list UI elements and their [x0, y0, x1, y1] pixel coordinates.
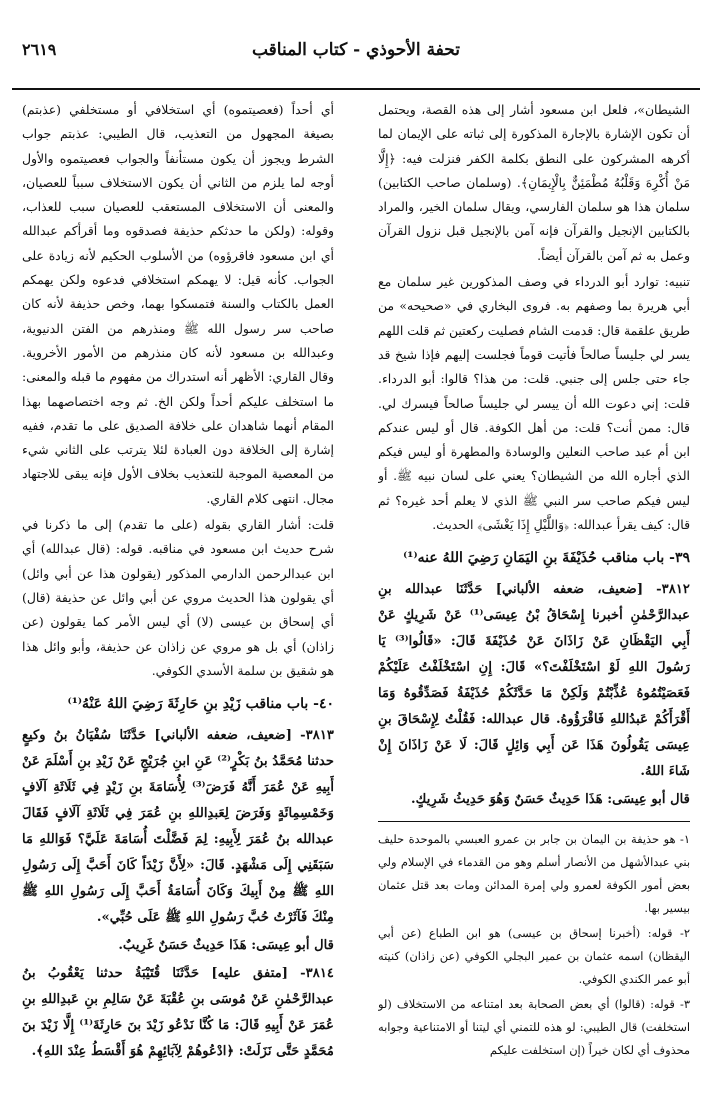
chapter-39-heading: ٣٩- باب مناقب حُذَيْفَةَ بنِ اليَمَانِ رَضِيَ اللهُ عنه⁽¹⁾ [403, 550, 690, 567]
chapter-40-heading: ٤٠- باب مناقب زَيْدِ بنِ حَارِثَةَ رَضِيَ اللهُ عَنْهُ⁽¹⁾ [67, 696, 334, 713]
footnote: ٣- قوله: (قالوا) أي بعض الصحابة بعد امتناعه من الاستخلاف (لو استخلفت) قال الطيبي: لو هذه للتمني أي ليتنا أو الامتناعية وجوابه محذوف أي لكان خيراً (إن استخلفت عليكم [378, 997, 690, 1058]
commentary-paragraph: تنبيه: توارد أبو الدرداء في وصف المذكورين غير سلمان مع أبي هريرة بما وصفهم به. فروى البخاري في «صحيحه» من طريق علقمة قال: قدمت الشام فصليت ركعتين ثم قلت اللهم يسر لي جليساً صالحاً فأتيت قوماً فجلست إليهم فإذا شيخ قد جاء حتى جلس إلى جنبي. قلت: من هذا؟ قالوا: أبو الدرداء. قلت: إني دعوت الله أن ييسر لي جليساً صالحاً فيسرك لي. قال: ممن أنت؟ قلت: من أهل الكوفة. قال أو ليس عندكم ابن أم عبد صاحب النعلين والوسادة والمطهرة أو ليس فيكم الذي أجاره الله من الشيطان؟ يعني على لسان نبيه ﷺ. أو ليس فيكم صاحب سر النبي ﷺ الذي لا يعلم أحد غيره؟ ثم قال: كيف يقرأ عبدالله: ﴿وَاللَّيْلِ إِذَا يَغْشَى﴾ الحديث. [378, 274, 690, 533]
hadith-3812: ٣٨١٢- [ضعيف، ضعفه الألباني] حَدَّثَنَا عبدالله بنِ عبدالرَّحْمٰنِ أخبرنا إِسْحَاقُ بْنُ عِيسَى⁽¹⁾ عَنْ شَرِيكٍ عَنْ أَبِي اليَقْظَانِ عَنْ زَاذَانَ عَنْ حُذَيْفَةَ قَالَ: «قَالُوا⁽³⁾ يَا رَسُولَ اللهِ لَوْ اسْتَخْلَفْتَ؟» قَالَ: إِنِ اسْتَخْلَفْتُ عَلَيْكُمْ فَعَصَيْتُمُوهُ عُذِّبْتُمْ وَلَكِنْ مَا حَدَّثَكُمْ حُذَيْفَةُ فَصَدِّقُوهُ وَمَا أَقْرَأَكُمْ عَبدُاللهِ فَاقْرَؤُوهُ. قال عبدالله: فَقُلْتُ لِإِسْحَاقَ بنِ عِيسَى يَقُولُونَ هَذَا عَن أَبِي وَائِلٍ قَالَ: لَا عَنْ زَاذَانَ إِنْ شَاءَ اللهُ. [378, 582, 690, 780]
running-title: تحفة الأحوذي - كتاب المناقب [251, 40, 460, 60]
left-column [22, 98, 334, 1088]
text-columns [22, 98, 690, 1107]
hadith-3813: ٣٨١٣- [ضعيف، ضعفه الألباني] حَدَّثَنَا سُفْيَانُ بنُ وكيعٍ حدثنا مُحَمَّدُ بنُ بَكْرٍ⁽²⁾ عَنِ ابنِ جُرَيْجٍ عَنْ زَيْدِ بنِ أَسْلَمَ عَنْ أَبِيهِ عَنْ عُمَرَ أَنَّهُ فَرَضَ⁽³⁾ لِأُسَامَةَ بنِ زَيْدٍ فِي ثَلَاثَةِ آلَافٍ وَخَمْسِمِائَةٍ وَفَرَضَ لِعَبدِاللهِ بنِ عُمَرَ فِي ثَلَاثَةِ آلَافٍ فَقَالَ عبدالله بنُ عُمَرَ لِأَبِيهِ: لِمَ فَضَّلْتَ أُسَامَةَ عَلَيَّ؟ فَوَاللهِ مَا سَبَقَنِي إِلَى مَشْهَدٍ. قَالَ: «لِأَنَّ زَيْدَاً كَانَ أَحَبَّ إِلَى رَسُولِ اللهِ ﷺ مِنْ أَبِيكَ وَكَانَ أُسَامَةُ أَحَبَّ إِلَى رَسُولِ اللهِ ﷺ مِنْكَ فَآثَرْتُ حُبَّ رَسُولِ اللهِ ﷺ عَلَى حُبِّي». [22, 728, 334, 926]
hadith-grading: قال أبو عِيسَى: هَذَا حَدِيثٌ حَسَنٌ وَهُوَ حَدِيثُ شَرِيكٍ. [411, 792, 690, 808]
footnote: ٢- قوله: (أخبرنا إسحاق بن عيسى) هو ابن الطباع (عن أبي اليقظان) اسمه عثمان بن عمير البجلي الكوفي (عن زاذان) كنيته أبو عمر الكندي الكوفي. [378, 926, 690, 987]
footnote-divider [378, 821, 690, 822]
commentary-paragraph: الشيطان»، فلعل ابن مسعود أشار إلى هذه القصة، ويحتمل أن تكون الإشارة بالإجارة المذكورة إلى ثباته على الإيمان لما أكرهه المشركون على النطق بكلمة الكفر فنزلت فيه: ﴿إِلَّا مَنْ أُكْرِهَ وَقَلْبُهُ مُطْمَئِنٌّ بِالْإِيمَانِ﴾. (وسلمان صاحب الكتابين) سلمان هذا هو سلمان الفارسي، ويقال سلمان الخير، والمراد بالكتابين الإنجيل والقرآن فإنه آمن بالإنجيل قبل نزول القرآن وعمل به ثم آمن بالقرآن أيضاً. [378, 102, 690, 263]
footnote: ١- هو حذيفة بن اليمان بن جابر بن عمرو العبسي بالموحدة حليف بني عبدالأشهل من الأنصار أسلم وهو من القدماء في الإسلام ولي بعض أمور الكوفة لعمرو ولي إمرة المدائن ومات بعد قتل عثمان بيسير بها. [378, 832, 690, 916]
header-rule [12, 88, 700, 90]
commentary-paragraph: قلت: أشار القاري بقوله (على ما تقدم) إلى ما ذكرنا في شرح حديث ابن مسعود في مناقبه. قوله: (قال عبدالله) أي ابن عبدالرحمن الدارمي المذكور (يقولون هذا عن أبي وائل) أي يقولون هذا الحديث مروي عن أبي وائل عن حذيفة (قال) أي إسحاق بن عيسى (لا) أي ليس الأمر كما يقولون (عن زاذان) أي بل هو مروي عن زاذان عن حذيفة، وأبو وائل هذا هو شقيق بن سلمة الأسدي الكوفي. [22, 517, 334, 678]
right-column [378, 98, 690, 1088]
hadith-grading: قال أبو عِيسَى: هَذَا حَدِيثٌ حَسَنٌ غَرِيبٌ. [118, 938, 334, 954]
page-number: ٢٦١٩ [22, 40, 57, 59]
commentary-paragraph: أي أحداً (فعصيتموه) أي استخلافي أو مستخلفي (عذبتم) بصيغة المجهول من التعذيب، قال الطيبي: عذبتم جواب الشرط ويجوز أن يكون مستأنفاً والجواب فعصيتموه والأول أوجه لما يلزم من الثاني أن يكون الاستخلاف سبباً للعصيان، والمعنى أن الاستخلاف المستعقب للعصيان سبب للعذاب، وقوله: (ولكن ما حدثكم حذيفة فصدقوه وما أقرأكم عبدالله أي ابن مسعود فاقرؤوه) من الأسلوب الحكيم لأنه زيادة على الجواب. كأنه قيل: لا يهمكم استخلافي فدعوه ولكن يهمكم العمل بالكتاب والسنة فتمسكوا بهما، وخص حذيفة لأنه كان صاحب سر رسول الله ﷺ ومنذرهم من الفتن الدنيوية، وعبدالله بن مسعود لأنه كان منذرهم من الأمور الأخروية. وقال القاري: الأظهر أنه استدراك من مفهوم ما قبله والمعنى: ما استخلف عليكم أحداً ولكن الخ. ثم وجه اختصاصهما بهذا المقام أنهما شاهدان على خلافة الصديق على ما تقدم، ففيه إشارة إلى الخلافة دون العبادة لئلا يترتب على الثاني شيء من المعصية الموجبة للتعذيب بخلاف الأول فإنه يبقى للاجتهاد مجال. انتهى كلام القاري. [22, 102, 334, 506]
page-header [0, 22, 712, 74]
hadith-3814: ٣٨١٤- [متفق عليه] حَدَّثَنَا قُتَيْبَةُ حدثنا يَعْقُوبُ بنُ عبدالرَّحْمٰنِ عَنْ مُوسَى بنِ عُقْبَةَ عَنْ سَالِمِ بنِ عَبدِاللهِ بنِ عُمَرَ عَنْ أَبِيهِ قَالَ: مَا كُنَّا نَدْعُو زَيْدَ بنَ حَارِثَةَ⁽¹⁾ إِلَّا زَيْدَ بنَ مُحَمَّدٍ حَتَّى نَزَلَتْ: ﴿ادْعُوهُمْ لِآبَائِهِمْ هُوَ أَقْسَطُ عِنْدَ اللهِ﴾. [22, 966, 334, 1060]
